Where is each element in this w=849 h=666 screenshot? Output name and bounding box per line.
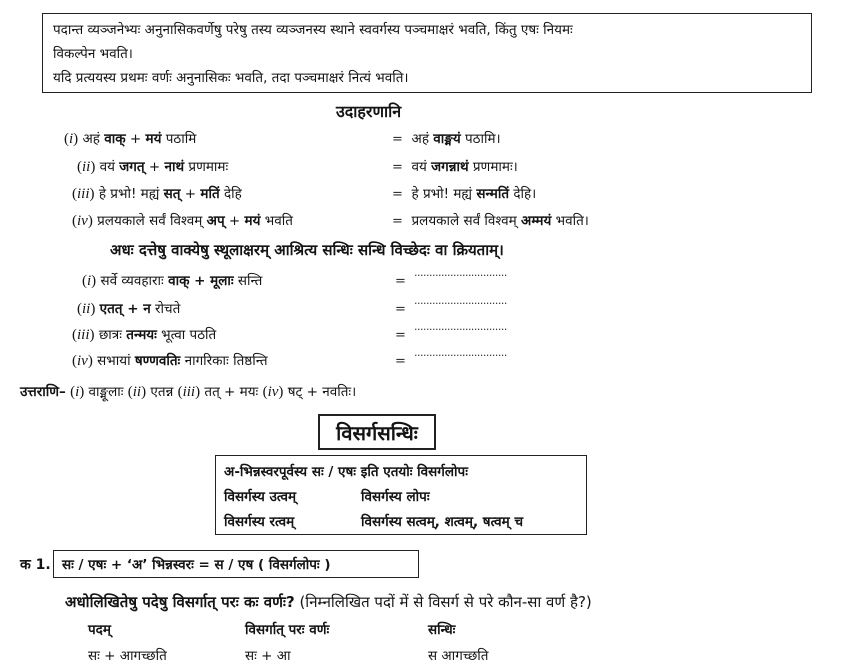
- table-cell: सः + आ: [245, 648, 291, 664]
- example-result: = हे प्रभो! मह्यं सन्मतिं देहि।: [392, 186, 537, 202]
- visarga-rule-satvam: विसर्गस्य सत्वम्, शत्वम्, षत्वम् च: [361, 514, 524, 530]
- table-cell: स आगच्छति: [428, 648, 489, 664]
- rule-line-2: विकल्पेन भवति।: [53, 46, 133, 62]
- rule-line-3: यदि प्रत्ययस्य प्रथमः वर्णः अनुनासिकः भवति, तदा पञ्चमाक्षरं नित्यं भवति।: [53, 70, 409, 86]
- table-cell: सः + आगच्छति: [88, 648, 167, 664]
- answers-label: उत्तराणि–: [20, 384, 66, 400]
- rule-k1-box: [53, 550, 419, 578]
- visarga-rule-utvam: विसर्गस्य उत्वम्: [224, 489, 297, 505]
- visarga-rules-box: [215, 455, 587, 535]
- equals-sign: =: [395, 354, 406, 369]
- example-result: = अहं वाङ्मयं पठामि।: [392, 131, 501, 147]
- answers-line: उत्तराणि– (i) वाङ्मूलाः (ii) एतन्न (iii) तत् + मयः (iv) षट् + नवतिः।: [20, 384, 357, 400]
- visarga-rule-lopa: विसर्गस्य लोपः: [361, 489, 430, 505]
- question: [65, 592, 592, 612]
- rule-k1-text: सः / एषः + ‘अ’ भिन्नस्वरः = स / एष ( विसर्गलोपः ): [62, 557, 331, 573]
- visarga-rule-rutvam: विसर्गस्य रत्वम्: [224, 514, 295, 530]
- equals-sign: =: [395, 302, 406, 317]
- answer-blank[interactable]: ...............................: [414, 346, 507, 359]
- example-row: (i) अहं वाक् + मयं पठामि: [64, 131, 197, 147]
- answer-blank[interactable]: ...............................: [414, 320, 507, 333]
- question-hindi: (निम्नलिखित पदों में से विसर्ग से परे कौन-सा वर्ण है?): [299, 593, 592, 611]
- rule-box: [42, 13, 812, 93]
- answer-blank[interactable]: ...............................: [414, 266, 507, 279]
- exercise-instruction: अधः दत्तेषु वाक्येषु स्थूलाक्षरम् आश्रित्य सन्धिः सन्धि विच्छेदः वा क्रियताम्।: [110, 241, 504, 259]
- exercise-row: (ii) एतत् + न रोचते: [77, 301, 181, 317]
- rule-k1-label: क 1.: [20, 557, 51, 573]
- answer-blank[interactable]: ...............................: [414, 294, 507, 307]
- exercise-row: (iii) छात्रः तन्मयः भूत्वा पठति: [72, 327, 217, 343]
- example-row: (iv) प्रलयकाले सर्वं विश्वम् अप् + मयं भवति: [72, 213, 293, 229]
- exercise-row: (iv) सभायां षण्णवतिः नागरिकाः तिष्ठन्ति: [72, 353, 268, 369]
- example-result: = वयं जगन्नाथं प्रणमामः।: [392, 159, 518, 175]
- examples-heading: उदाहरणानि: [336, 102, 402, 121]
- table-header-padam: पदम्: [88, 622, 111, 638]
- rule-line-1: पदान्त व्यञ्जनेभ्यः अनुनासिकवर्णेषु परेषु तस्य व्यञ्जनस्य स्थाने स्ववर्गस्य पञ्चमाक्षरं भवति, किंतु एषः नियमः: [53, 22, 573, 38]
- example-row: (ii) वयं जगत् + नाथं प्रणमामः: [77, 159, 229, 175]
- question-sanskrit: अधोलिखितेषु पदेषु विसर्गात् परः कः वर्णः?: [65, 593, 295, 611]
- table-header-varna: विसर्गात् परः वर्णः: [245, 622, 330, 638]
- equals-sign: =: [395, 274, 406, 289]
- exercise-row: (i) सर्वे व्यवहाराः वाक् + मूलाः सन्ति: [82, 273, 263, 289]
- table-header-sandhi: सन्धिः: [428, 622, 456, 638]
- example-result: = प्रलयकाले सर्वं विश्वम् अम्मयं भवति।: [392, 213, 589, 229]
- section-title: विसर्गसन्धिः: [318, 414, 436, 450]
- visarga-rule-line-1: अ-भिन्नस्वरपूर्वस्य सः / एषः इति एतयोः विसर्गलोपः: [224, 464, 468, 480]
- equals-sign: =: [395, 328, 406, 343]
- example-row: (iii) हे प्रभो! मह्यं सत् + मतिं देहि: [72, 186, 242, 202]
